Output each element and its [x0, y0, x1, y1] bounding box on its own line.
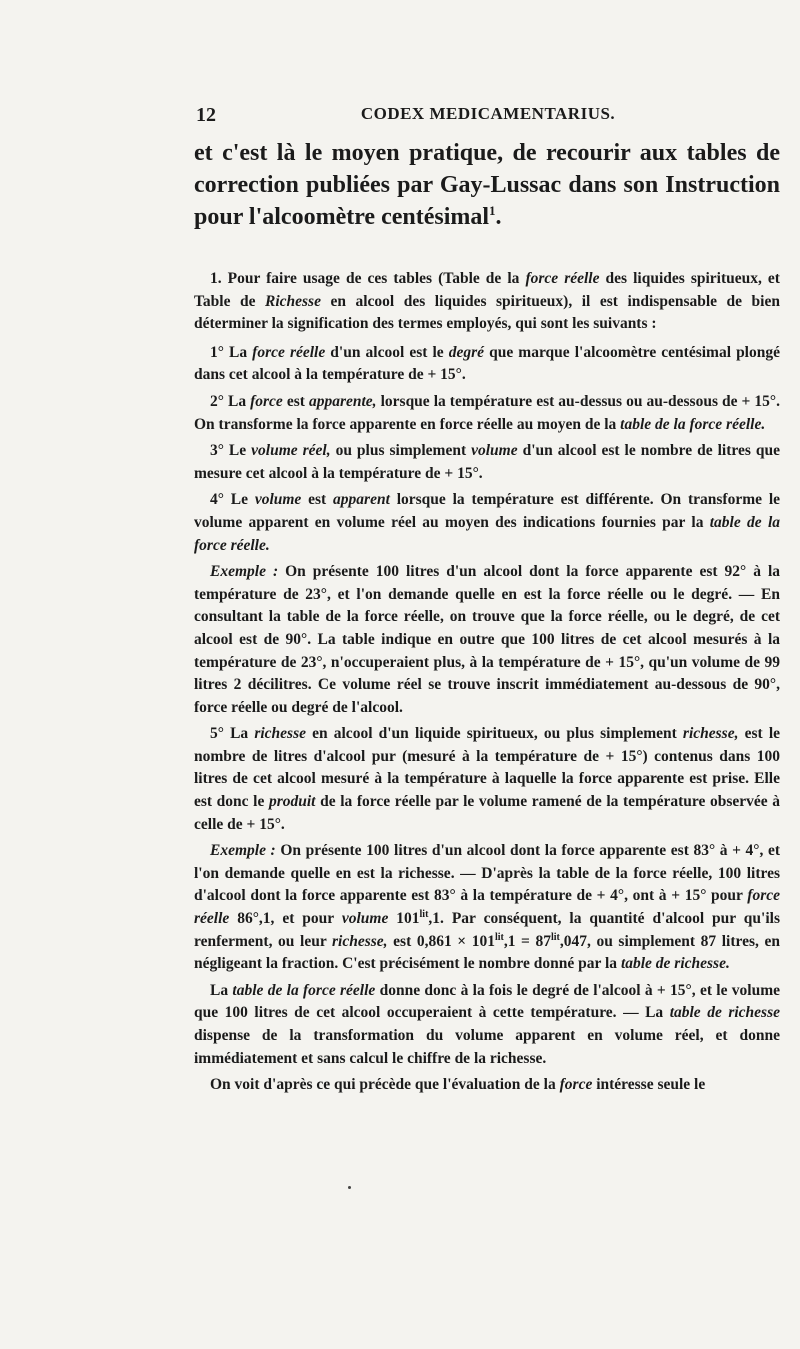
italic-term: force [250, 392, 283, 410]
lead-end: . [495, 204, 502, 230]
italic-term: Exemple : [210, 842, 276, 860]
italic-term: table de la force réelle [232, 981, 376, 999]
italic-term: force réelle [252, 343, 326, 361]
text-run: intéresse seule le [592, 1076, 706, 1094]
text-run: 1° La [210, 343, 253, 361]
italic-term: richesse, [332, 932, 388, 950]
italic-term: volume [341, 910, 389, 928]
page-number: 12 [196, 104, 216, 126]
italic-term: table de richesse. [620, 955, 730, 973]
unit-superscript: lit [550, 931, 560, 943]
text-run: On voit d'après ce qui précède que l'évaluation de la [210, 1076, 560, 1094]
body-text [194, 268, 780, 1101]
italic-term: apparente, [308, 392, 377, 410]
lead-paragraph [194, 137, 780, 233]
italic-term: produit [268, 793, 316, 811]
page-header [196, 104, 780, 130]
text-run: en alcool des liquides spiritueux), il est indispensable de bien déterminer la signification des termes employés, qui sont les suivants : [194, 292, 780, 333]
paragraph-tables [194, 980, 780, 1070]
italic-term: table de la force réelle. [194, 513, 780, 554]
unit-superscript: lit [494, 931, 504, 943]
footnote-mark: 1 [489, 203, 496, 218]
running-head: CODEX MEDICAMENTARIUS. [360, 104, 616, 123]
italic-term: table de la force réelle. [620, 415, 766, 433]
unit-superscript: lit [419, 908, 429, 920]
text-run: 5° La [210, 725, 255, 743]
text-run: d'un alcool est le nombre de litres que mesure cet alcool à la température de + 15°. [194, 442, 780, 482]
italic-term: volume [471, 442, 518, 460]
text-run: 3° Le [210, 442, 252, 460]
text-run: donne donc à la fois le degré de l'alcool à + 15°, et le volume que 100 litres de cet alcool occuperaient à cette température. — La [194, 981, 780, 1022]
example-2 [194, 840, 780, 976]
definition-3 [194, 440, 780, 485]
text-run: dispense de la transformation du volume apparent en volume réel, et donne immédiatement et sans calcul le chiffre de la richesse. [194, 1027, 780, 1067]
italic-term: Richesse [265, 292, 321, 310]
italic-term: richesse, [682, 725, 739, 743]
text-run: On présente 100 litres d'un alcool dont la force apparente est 92° à la température de 23°, et l'on demande quelle en est la force réelle ou le degré. — En consultant la table de la force réelle, on trouve que la force réelle, ou le degré, de cet alcool est de 90°. La table indique en outre que 100 litres de cet alcool mesurés à la température de 23°, n'occuperaient plus, à la température de + 15°, qu'un volume de 99 litres 2 décilitres. Ce volume réel se trouve inscrit immédiatement au-dessous de 90°, force réelle ou degré de l'alcool. [194, 563, 781, 716]
italic-term: volume [254, 491, 302, 509]
italic-term: volume réel, [251, 442, 331, 460]
text-run: des liquides spiritueux, et Table de [194, 270, 780, 310]
text-run: ,1 = 87 [503, 932, 551, 950]
text-run: ,1. Par conséquent, la quantité d'alcool pur qu'ils renferment, ou leur [194, 910, 781, 950]
text-run: de la force réelle par le volume ramené de la température observée à celle de + 15°. [194, 793, 780, 833]
text-run: est [301, 491, 334, 509]
lead-text: et c'est là le moyen pratique, de recourir aux tables de correction publiées par Gay-Lussac dans son Instruction pour l'alcoomètre centésimal [194, 140, 780, 230]
text-run: d'un alcool est le [325, 343, 449, 361]
text-run: ,047, ou simplement 87 litres, en négligeant la fraction. C'est précisément le nombre donné par la [194, 932, 780, 973]
text-run: lorsque la température est différente. On transforme le volume apparent en volume réel au moyen des indications fournies par la [194, 491, 781, 531]
text-run: est le nombre de litres d'alcool pur (mesuré à la température de + 15°) contenus dans 100 litres de cet alcool mesuré à la température à laquelle la force apparente est prise. Elle est donc le [194, 725, 780, 811]
ink-speck [348, 1186, 351, 1189]
definition-5 [194, 723, 780, 836]
italic-term: degré [448, 343, 485, 361]
text-run: en alcool d'un liquide spiritueux, ou plus simplement [305, 725, 683, 743]
example-1 [194, 561, 780, 719]
text-run: 101 [388, 910, 420, 928]
text-run: ou plus simplement [330, 442, 472, 460]
text-run: est 0,861 × 101 [387, 932, 495, 950]
text-run: 4° Le [210, 491, 255, 509]
definition-2 [194, 391, 780, 436]
paragraph-usage [194, 268, 780, 336]
definition-1 [194, 342, 780, 387]
text-run: 1. Pour faire usage de ces tables (Table de la [210, 270, 526, 287]
text-run: que marque l'alcoomètre centésimal plongé dans cet alcool à la température de + 15°. [194, 343, 780, 384]
italic-term: richesse [254, 725, 306, 743]
italic-term: apparent [333, 491, 390, 509]
text-run: 2° La [210, 392, 251, 410]
text-run: La [210, 981, 233, 999]
italic-term: table de richesse [669, 1004, 780, 1022]
italic-term: force [559, 1076, 593, 1094]
italic-term: force réelle [194, 887, 780, 928]
text-run: est [282, 392, 309, 410]
definition-4 [194, 489, 780, 557]
italic-term: Exemple : [210, 563, 279, 581]
paragraph-last [194, 1074, 780, 1097]
text-run: 86°,1, et pour [229, 910, 342, 928]
text-run: On présente 100 litres d'un alcool dont la force apparente est 83° à + 4°, et l'on demande quelle en est la richesse. — D'après la table de la force réelle, 100 litres d'alcool dont la force apparente est 83° à la température de + 4°, ont à + 15° pour [194, 842, 781, 905]
text-run: lorsque la température est au-dessus ou au-dessous de + 15°. On transforme la force apparente en force réelle au moyen de la [194, 392, 780, 433]
italic-term: force réelle [525, 270, 600, 287]
